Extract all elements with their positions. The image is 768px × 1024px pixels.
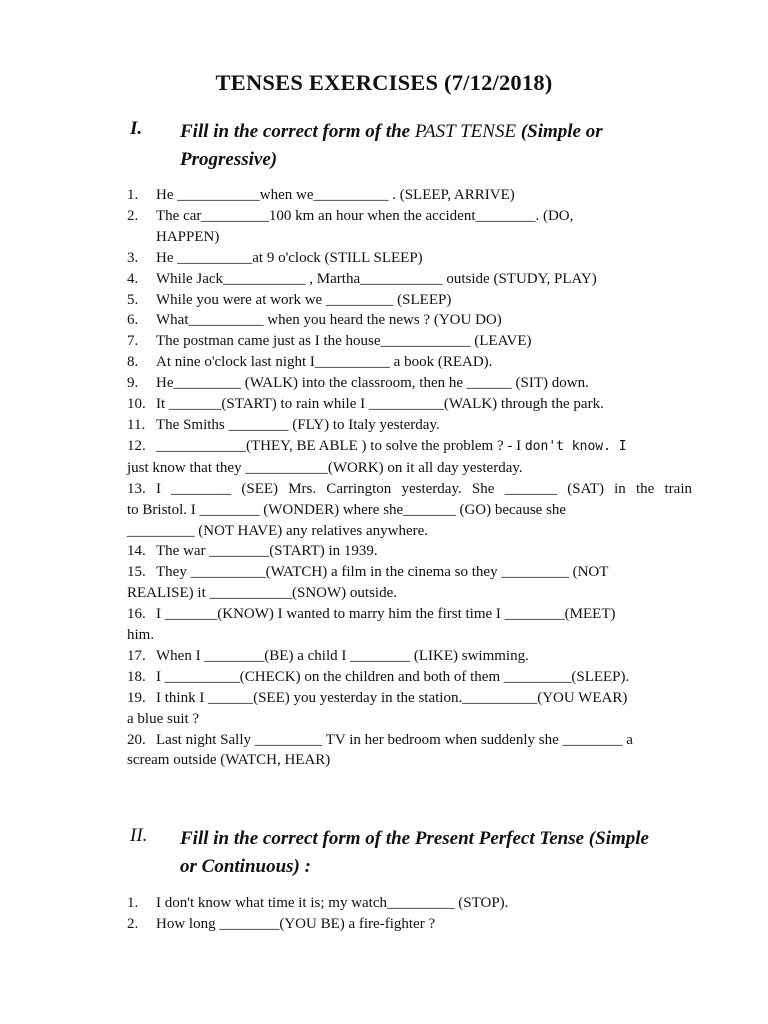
- section-1-heading-text: Fill in the correct form of the: [180, 121, 415, 142]
- item-text: Last night Sally _________ TV in her bedroom when suddenly she ________ a: [156, 731, 633, 748]
- item-text: The car_________100 km an hour when the accident________. (DO,: [156, 207, 574, 224]
- item-text: I __________(CHECK) on the children and both of them _________(SLEEP).: [156, 668, 630, 685]
- item-text: It _______(START) to rain while I __________(WALK) through the park.: [156, 396, 604, 413]
- item-number: 18.: [127, 668, 146, 685]
- list-item: [127, 248, 692, 269]
- item-number: 17.: [127, 647, 146, 664]
- item-text: While Jack___________ , Martha___________ outside (STUDY, PLAY): [156, 270, 597, 287]
- list-item: [127, 206, 692, 227]
- list-item: [127, 185, 692, 206]
- list-item-continuation: a blue suit ?: [127, 710, 200, 727]
- item-number: 1.: [127, 187, 139, 203]
- item-number: 2.: [127, 207, 139, 224]
- item-number: 11.: [127, 416, 146, 433]
- item-number: 1.: [127, 895, 139, 911]
- list-item: [127, 688, 692, 709]
- list-item: [127, 415, 692, 436]
- item-number: 13.: [127, 480, 146, 497]
- section-1-heading-line2: Progressive): [180, 149, 278, 170]
- item-number: 12.: [127, 437, 146, 454]
- list-item: [127, 667, 692, 688]
- item-text: He __________at 9 o'clock (STILL SLEEP): [156, 249, 423, 266]
- item-number: 2.: [127, 915, 139, 932]
- item-number: 16.: [127, 606, 146, 623]
- item-text: What__________ when you heard the news ? (YOU DO): [156, 312, 502, 329]
- list-item: [127, 479, 692, 500]
- list-item: [127, 914, 692, 935]
- list-item: [127, 331, 692, 352]
- item-number: 14.: [127, 543, 146, 560]
- item-text: They __________(WATCH) a film in the cinema so they _________ (NOT: [156, 564, 609, 581]
- item-text: I think I ______(SEE) you yesterday in the station.__________(YOU WEAR): [156, 689, 628, 706]
- section-1-heading-paren: (Simple or: [516, 121, 603, 142]
- item-number: 9.: [127, 375, 139, 392]
- section-2-heading-text: Fill in the correct form of the Present Perfect Tense (Simple: [180, 828, 649, 849]
- item-number: 5.: [127, 291, 139, 308]
- list-item: [127, 604, 692, 625]
- item-text: I ________ (SEE) Mrs. Carrington yesterday. She _______ (SAT) in the train: [156, 480, 692, 497]
- list-item-continuation: HAPPEN): [156, 228, 220, 245]
- list-item-continuation: him.: [127, 627, 155, 644]
- item-number: 7.: [127, 333, 139, 350]
- list-item-continuation: scream outside (WATCH, HEAR): [127, 752, 331, 769]
- item-text: The war ________(START) in 1939.: [156, 543, 378, 560]
- page-title: TENSES EXERCISES (7/12/2018): [215, 70, 553, 95]
- item-text: When I ________(BE) a child I ________ (LIKE) swimming.: [156, 647, 529, 664]
- list-item: [127, 541, 692, 562]
- item-text-mono: don't know. I: [524, 438, 627, 454]
- item-text: I _______(KNOW) I wanted to marry him the first time I ________(MEET): [156, 606, 616, 623]
- section-2-heading-line2: or Continuous) :: [180, 856, 311, 877]
- list-item: [127, 352, 692, 373]
- item-number: 3.: [127, 249, 139, 266]
- list-item: [127, 893, 692, 914]
- item-number: 19.: [127, 689, 146, 706]
- list-item: [127, 730, 692, 751]
- list-item: [127, 290, 692, 311]
- list-item: [127, 269, 692, 290]
- item-text: At nine o'clock last night I__________ a book (READ).: [156, 354, 493, 371]
- list-item-continuation: to Bristol. I ________ (WONDER) where she_______ (GO) because she: [127, 501, 567, 518]
- item-text: I don't know what time it is; my watch_________ (STOP).: [156, 895, 509, 911]
- item-text: The postman came just as I the house____________ (LEAVE): [156, 333, 532, 350]
- list-item-continuation: _________ (NOT HAVE) any relatives anywhere.: [127, 522, 429, 539]
- item-text: How long ________(YOU BE) a fire-fighter ?: [156, 915, 436, 932]
- item-text: While you were at work we _________ (SLEEP): [156, 291, 452, 308]
- list-item-continuation: just know that they ___________(WORK) on it all day yesterday.: [127, 459, 523, 476]
- section-2-numeral: II.: [130, 825, 148, 846]
- item-number: 10.: [127, 396, 146, 413]
- item-text: He ___________when we__________ . (SLEEP, ARRIVE): [156, 187, 515, 203]
- list-item: [127, 394, 692, 415]
- list-item-continuation: REALISE) it ___________(SNOW) outside.: [127, 585, 397, 602]
- item-number: 4.: [127, 270, 139, 287]
- list-item: [127, 373, 692, 394]
- item-number: 6.: [127, 312, 139, 329]
- item-text: He_________ (WALK) into the classroom, then he ______ (SIT) down.: [156, 375, 589, 392]
- item-number: 15.: [127, 564, 146, 581]
- section-1-tense-name: PAST TENSE: [414, 121, 517, 142]
- list-item: [127, 436, 692, 458]
- item-text: The Smiths ________ (FLY) to Italy yesterday.: [156, 416, 440, 433]
- item-number: 8.: [127, 354, 139, 371]
- item-text: ____________(THEY, BE ABLE ) to solve the problem ? - I: [156, 437, 525, 454]
- list-item: [127, 310, 692, 331]
- section-2-list: [127, 893, 692, 935]
- section-1-list: [127, 185, 692, 771]
- item-number: 20.: [127, 731, 146, 748]
- list-item: [127, 562, 692, 583]
- list-item: [127, 646, 692, 667]
- section-1-numeral: I.: [130, 118, 143, 139]
